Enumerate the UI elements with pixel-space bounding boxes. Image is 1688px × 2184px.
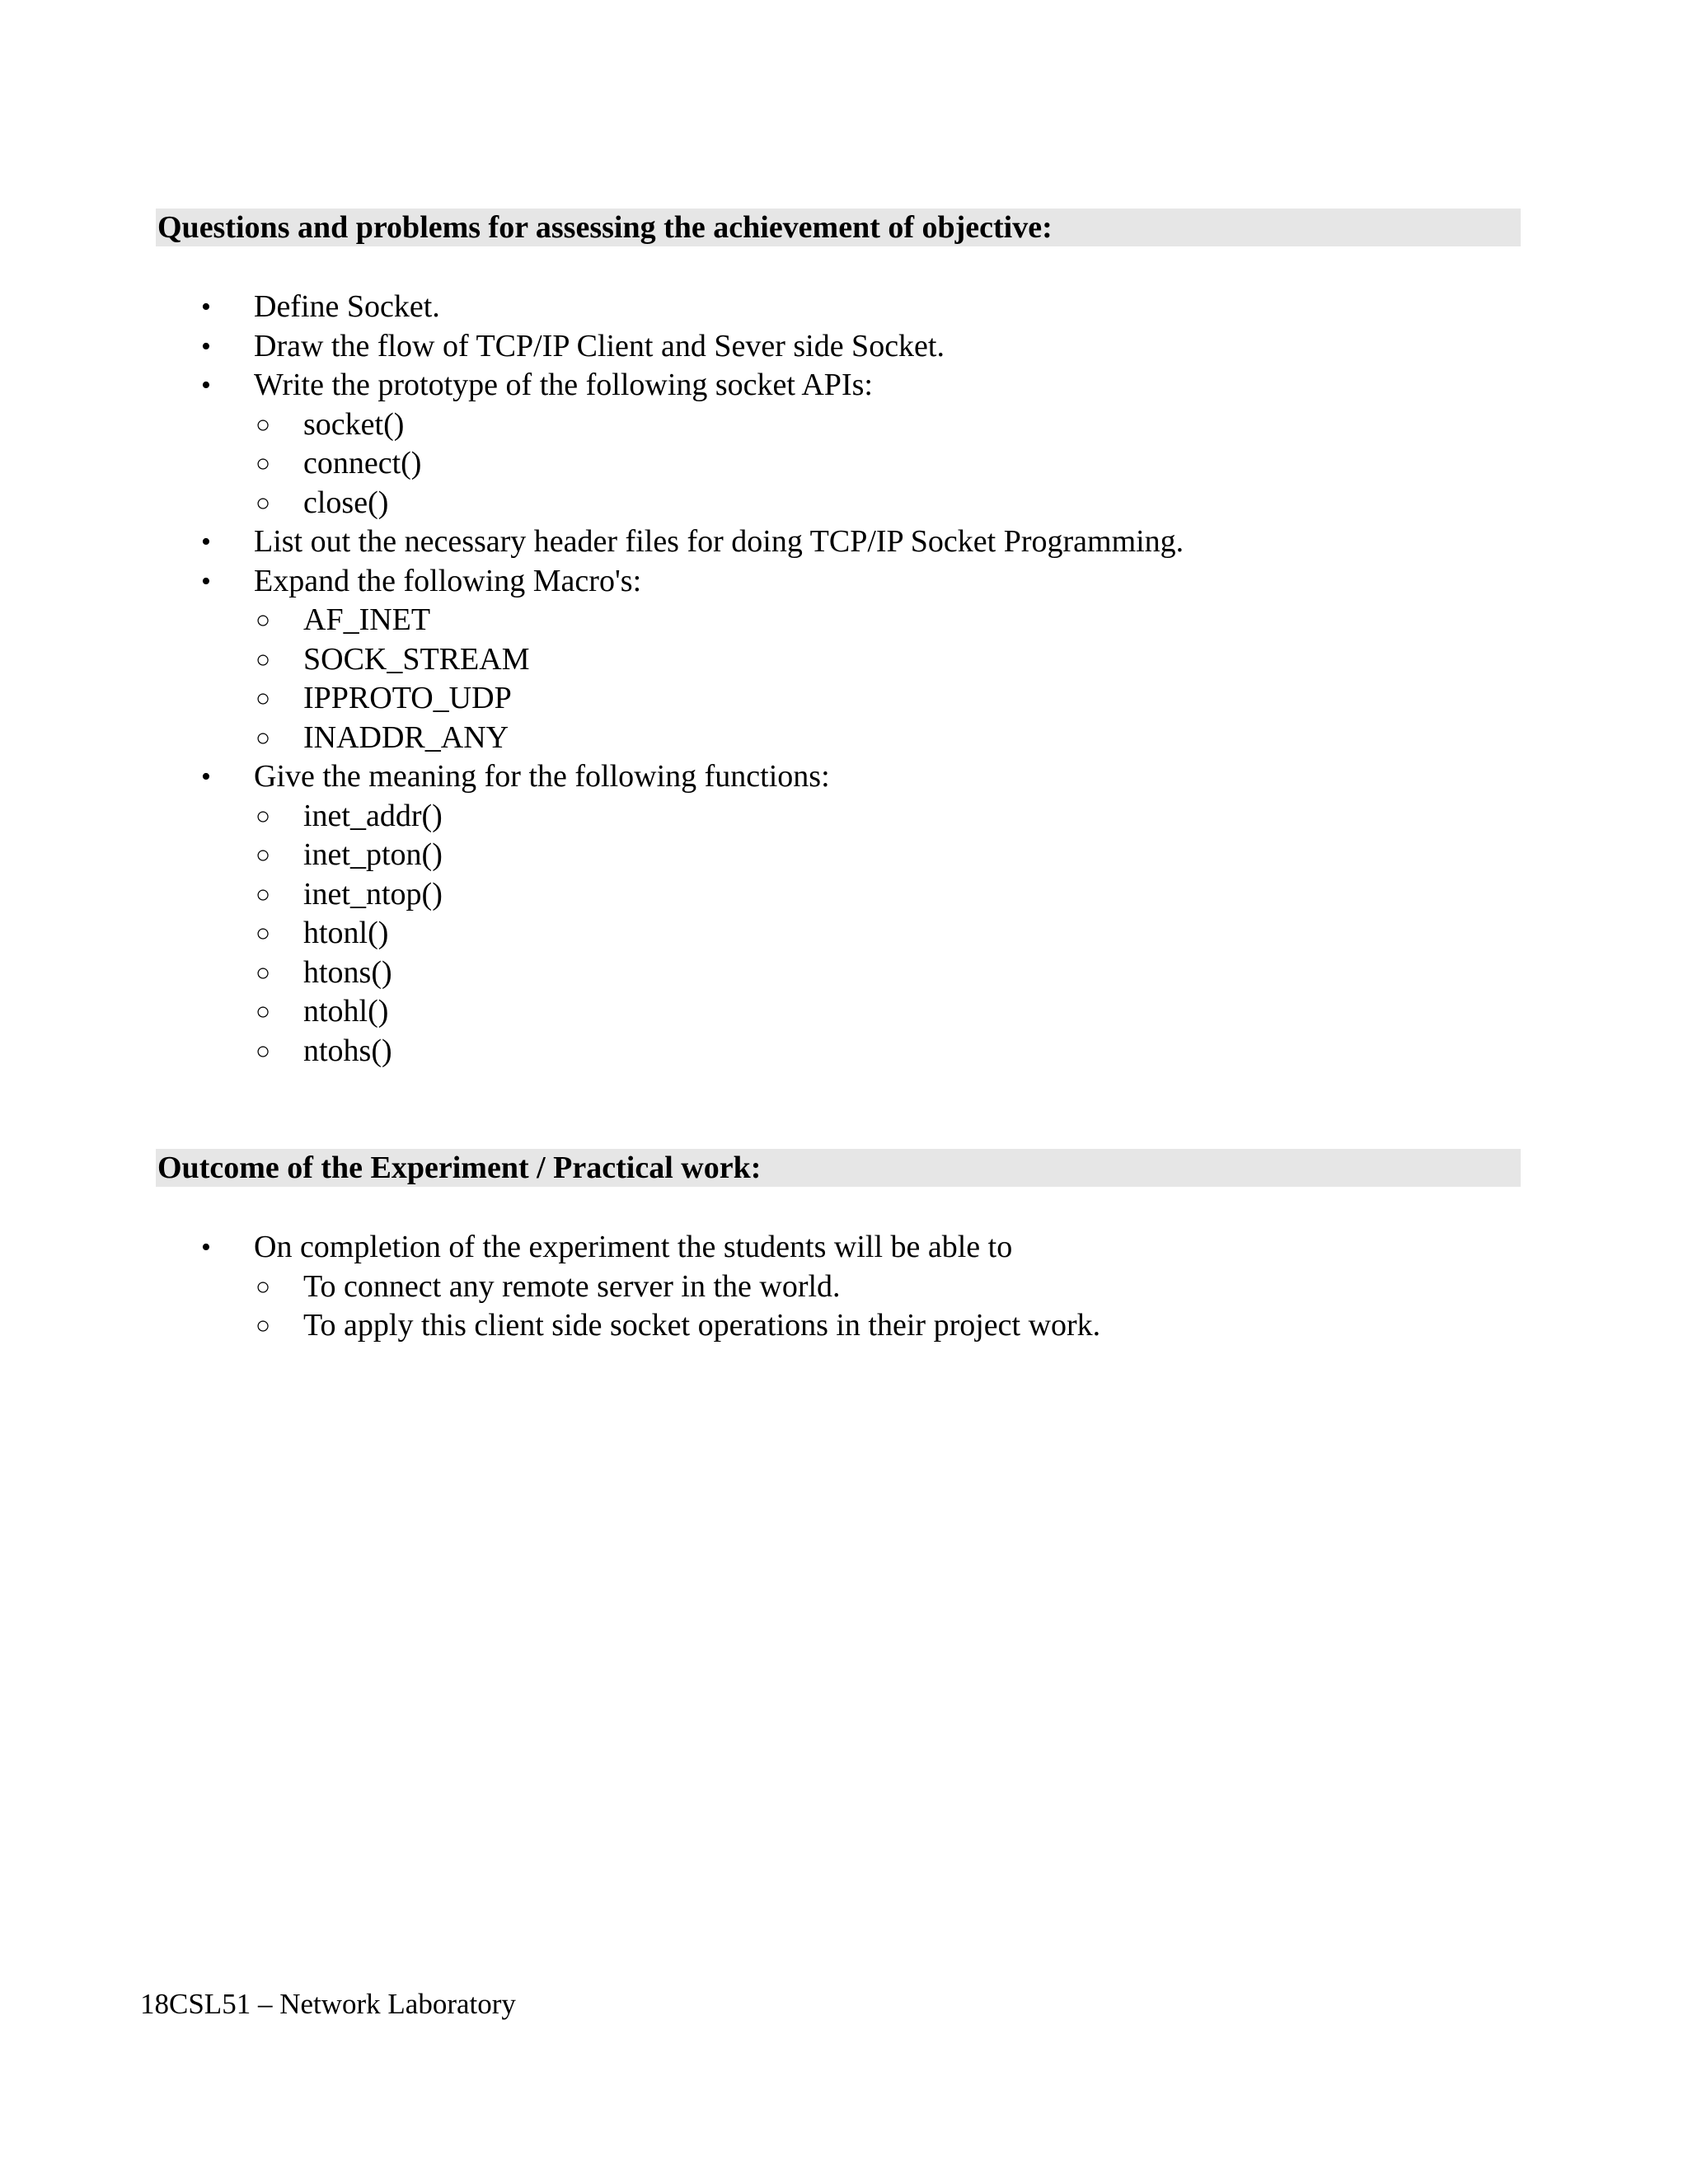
list-item-text: AF_INET [303, 602, 431, 637]
sub-bullet-icon: ○ [256, 802, 271, 830]
sub-bullet-icon: ○ [256, 1037, 271, 1065]
list-item-text: Define Socket. [254, 289, 440, 324]
sub-bullet-icon: ○ [256, 724, 271, 752]
sub-bullet-icon: ○ [256, 1272, 271, 1301]
sub-bullet-icon: ○ [256, 410, 271, 438]
list-item-text: close() [303, 485, 389, 520]
list-item-text: To connect any remote server in the world. [303, 1268, 841, 1304]
questions-heading: Questions and problems for assessing the achievement of objective: [156, 209, 1521, 246]
list-item-text: Expand the following Macro's: [254, 563, 642, 598]
list-item-text: htonl() [303, 916, 389, 950]
sub-bullet-icon: ○ [256, 607, 271, 634]
list-item-text: htons() [303, 954, 392, 990]
list-item-text: ntohs() [303, 1033, 392, 1068]
list-item-text: connect() [303, 446, 422, 480]
list-item-text: IPPROTO_UDP [303, 681, 512, 715]
sub-bullet-icon: ○ [256, 880, 271, 908]
list-item-text: inet_pton() [303, 837, 443, 872]
bullet-icon: • [201, 527, 211, 557]
list-item-text: ntohl() [303, 994, 389, 1029]
sub-bullet-icon: ○ [256, 920, 271, 947]
sub-bullet-icon: ○ [256, 685, 271, 712]
sub-bullet-icon: ○ [256, 841, 271, 869]
sub-bullet-icon: ○ [256, 998, 271, 1025]
bullet-icon: • [201, 330, 211, 362]
sub-bullet-icon: ○ [256, 450, 271, 477]
list-item-text: inet_ntop() [303, 876, 443, 912]
list-item-text: SOCK_STREAM [303, 641, 530, 677]
bullet-icon: • [201, 762, 211, 792]
sub-bullet-icon: ○ [256, 1312, 271, 1339]
bullet-icon: • [201, 1232, 211, 1263]
bullet-icon: • [201, 565, 211, 597]
list-item-text: socket() [303, 406, 405, 442]
page-footer: 18CSL51 – Network Laboratory [140, 1988, 516, 2020]
sub-bullet-icon: ○ [256, 958, 271, 987]
list-item-text: Draw the flow of TCP/IP Client and Sever side Socket. [254, 328, 945, 363]
outcome-heading: Outcome of the Experiment / Practical work: [156, 1149, 1521, 1187]
list-item-text: List out the necessary header files for doing TCP/IP Socket Programming. [254, 524, 1184, 559]
list-item-text: INADDR_ANY [303, 719, 509, 755]
list-item-text: On completion of the experiment the students will be able to [254, 1230, 1013, 1264]
sub-bullet-icon: ○ [256, 645, 271, 673]
list-item-text: To apply this client side socket operations in their project work. [303, 1308, 1101, 1343]
list-item-text: inet_addr() [303, 798, 443, 833]
list-item-text: Write the prototype of the following socket APIs: [254, 368, 873, 402]
bullet-icon: • [201, 292, 211, 322]
list-item-text: Give the meaning for the following functions: [254, 759, 830, 794]
sub-bullet-icon: ○ [256, 489, 271, 517]
bullet-icon: • [201, 370, 211, 401]
